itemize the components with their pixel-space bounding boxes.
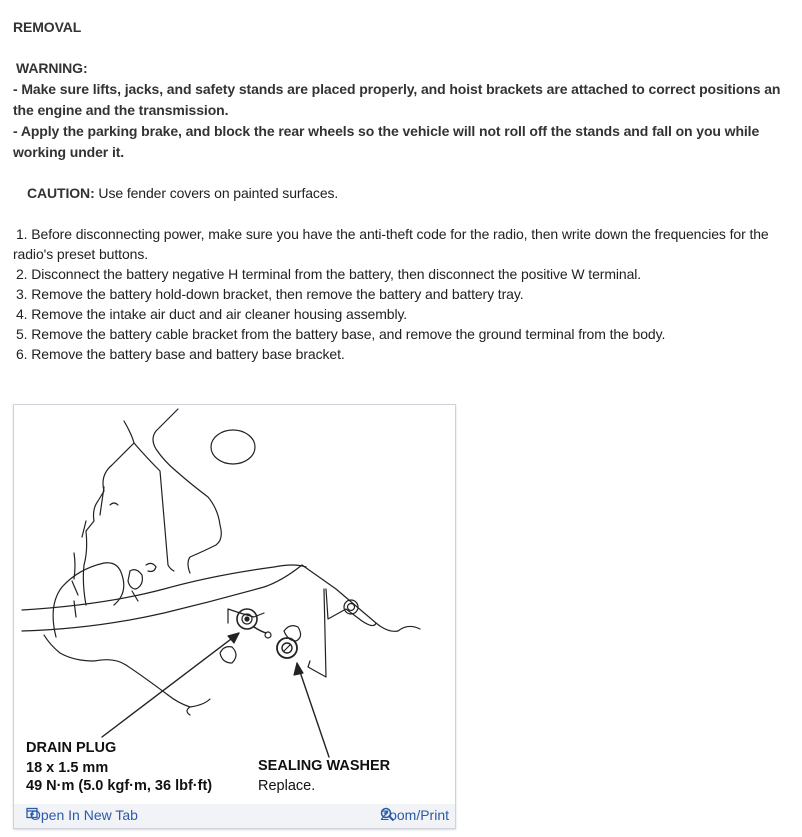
step-item: 3. Remove the battery hold-down bracket, then remove the battery and battery tray. <box>16 286 524 302</box>
drain-plug-size: 18 x 1.5 mm <box>26 760 109 776</box>
zoom-print-label[interactable]: Zoom/Print <box>380 807 449 823</box>
drain-plug-leader <box>102 633 239 737</box>
caution-note <box>27 183 338 203</box>
engine-outline <box>83 421 134 605</box>
step-item: 1. Before disconnecting power, make sure you have the anti-theft code for the radio, then write down the frequencies for the radio's preset buttons. <box>13 226 769 262</box>
step-item: 5. Remove the battery cable bracket from the battery base, and remove the ground terminal from the body. <box>16 326 666 342</box>
open-in-new-tab-label[interactable]: Open In New Tab <box>30 807 138 823</box>
zoom-print-link[interactable] <box>380 807 449 823</box>
sealing-washer-leader <box>297 663 329 757</box>
sealing-washer-note: Replace. <box>258 778 316 794</box>
caution-label: CAUTION: <box>27 185 95 201</box>
sealing-washer-title: SEALING WASHER <box>258 758 391 774</box>
oval-opening <box>211 430 255 464</box>
drain-plug-title: DRAIN PLUG <box>26 740 117 756</box>
warning-heading: WARNING: <box>16 60 88 76</box>
figure-link-bar <box>14 804 455 828</box>
step-item: 4. Remove the intake air duct and air cleaner housing assembly. <box>16 306 408 322</box>
caution-text: Use fender covers on painted surfaces. <box>94 185 339 201</box>
open-in-new-tab-link[interactable] <box>26 807 138 823</box>
step-item: 6. Remove the battery base and battery base bracket. <box>16 346 345 362</box>
warning-item: - Apply the parking brake, and block the rear wheels so the vehicle will not roll off the stands and fall on you while working under it. <box>13 123 760 160</box>
warning-item: - Make sure lifts, jacks, and safety stands are placed properly, and hoist brackets are attached to correct positions an the engine and the transmission. <box>13 81 781 118</box>
drain-plug-figure <box>13 404 456 829</box>
sealing-washer-part <box>277 638 297 658</box>
drain-plug-torque: 49 N·m (5.0 kgf·m, 36 lbf·ft) <box>26 778 213 794</box>
step-item: 2. Disconnect the battery negative H terminal from the battery, then disconnect the positive W terminal. <box>16 266 642 282</box>
section-title: REMOVAL <box>13 19 82 35</box>
engine-outline <box>153 409 221 573</box>
